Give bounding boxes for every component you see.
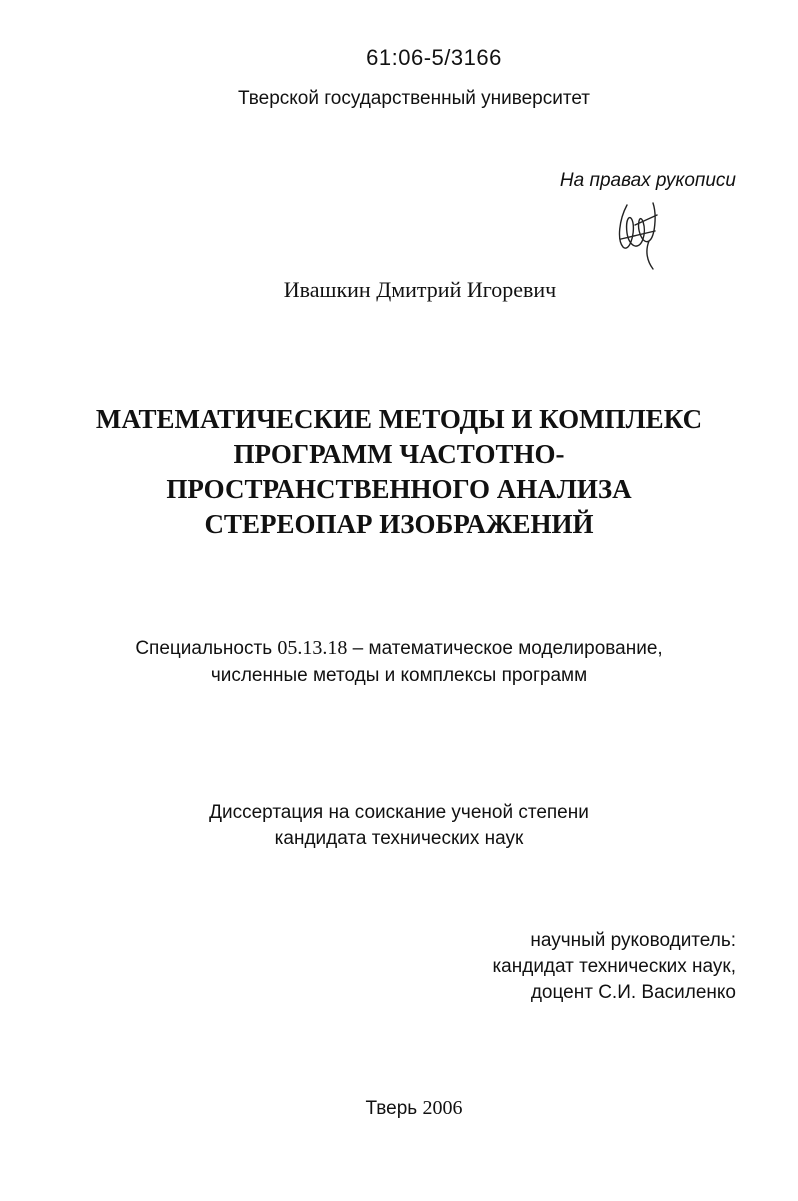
title-line: ПРОСТРАНСТВЕННОГО АНАЛИЗА: [166, 474, 632, 504]
title-line: СТЕРЕОПАР ИЗОБРАЖЕНИЙ: [204, 509, 594, 539]
registration-code: 61:06-5/3166: [366, 45, 502, 70]
supervisor-line-1: научный руководитель:: [530, 930, 736, 951]
city-year: [0, 1097, 798, 1120]
specialty-line-1: [0, 635, 798, 662]
supervisor-block: [492, 928, 736, 1006]
year: 2006: [422, 1097, 463, 1119]
dissertation-degree: [0, 800, 798, 852]
title-line: ПРОГРАММ ЧАСТОТНО-: [233, 439, 565, 469]
specialty-suffix: – математическое моделирование,: [347, 638, 663, 659]
specialty-prefix: Специальность: [135, 638, 278, 659]
specialty: [0, 635, 798, 689]
signature-icon: [605, 195, 675, 275]
degree-line-2: кандидата технических наук: [274, 828, 524, 849]
supervisor-line-2: кандидат технических наук,: [492, 956, 736, 977]
author-name: Ивашкин Дмитрий Игоревич: [283, 277, 557, 302]
degree-line-1: Диссертация на соискание ученой степени: [209, 802, 589, 823]
specialty-line-2: численные методы и комплексы программ: [210, 665, 588, 686]
manuscript-rights-note: На правах рукописи: [559, 170, 736, 191]
title-line: МАТЕМАТИЧЕСКИЕ МЕТОДЫ И КОМПЛЕКС: [95, 404, 703, 434]
city: Тверь: [365, 1098, 423, 1119]
university-name: Тверской государственный университет: [238, 88, 590, 109]
specialty-code: 05.13.18: [277, 637, 348, 659]
supervisor-line-3: доцент С.И. Василенко: [530, 982, 736, 1003]
dissertation-title: [0, 402, 798, 542]
